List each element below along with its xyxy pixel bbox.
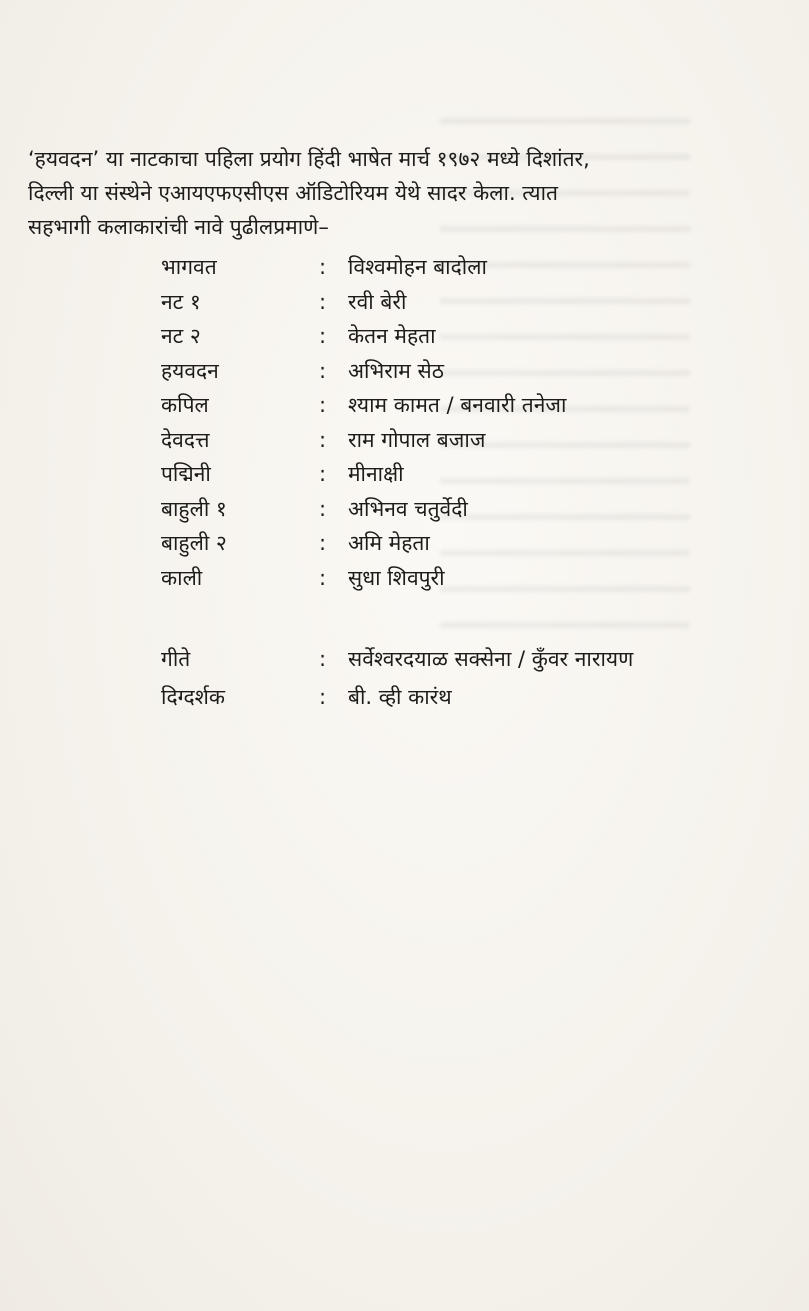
separator: : [319,324,327,349]
role-name: नट १ [161,289,201,314]
separator: : [319,496,327,521]
separator: : [319,255,327,280]
role-name: बाहुली २ [161,531,227,556]
separator: : [319,647,327,671]
separator: : [319,685,327,709]
cast-list [161,250,566,595]
role-name: देवदत्त [161,427,210,452]
separator: : [319,358,327,383]
actor-name: अमि मेहता [348,531,430,556]
cast-row [161,492,566,527]
actor-name: श्याम कामत / बनवारी तनेजा [348,393,567,418]
role-name: काली [161,565,203,590]
cast-row [161,319,566,354]
role-name: नट २ [161,324,201,349]
separator: : [319,531,327,556]
intro-line: ‘हयवदन’ या नाटकाचा पहिला प्रयोग हिंदी भाषेत मार्च १९७२ मध्ये दिशांतर, [28,147,590,171]
crew-list [161,640,633,716]
separator: : [319,565,327,590]
crew-row [161,678,633,716]
role-name: भागवत [161,255,217,280]
crew-role: गीते [161,647,191,671]
intro-line: दिल्ली या संस्थेने एआयएफएसीएस ऑडिटोरियम येथे सादर केला. त्यात [28,181,558,205]
cast-row [161,388,566,423]
actor-name: रवी बेरी [348,289,407,314]
crew-name: बी. व्ही कारंथ [348,685,452,709]
crew-role: दिग्दर्शक [161,685,226,709]
cast-row [161,561,566,596]
cast-row [161,526,566,561]
separator: : [319,393,327,418]
role-name: हयवदन [161,358,219,383]
intro-line: सहभागी कलाकारांची नावे पुढीलप्रमाणे– [28,215,329,239]
separator: : [319,427,327,452]
intro-paragraph [28,142,768,244]
separator: : [319,289,327,314]
cast-row [161,423,566,458]
role-name: बाहुली १ [161,496,227,521]
actor-name: केतन मेहता [348,324,436,349]
crew-row [161,640,633,678]
role-name: पद्मिनी [161,462,211,487]
actor-name: राम गोपाल बजाज [348,427,486,452]
cast-row [161,285,566,320]
role-name: कपिल [161,393,209,418]
crew-name: सर्वेश्वरदयाळ सक्सेना / कुँवर नारायण [348,647,634,671]
cast-row [161,457,566,492]
cast-row [161,250,566,285]
separator: : [319,462,327,487]
actor-name: अभिराम सेठ [348,358,444,383]
actor-name: अभिनव चतुर्वेदी [348,496,468,521]
actor-name: सुधा शिवपुरी [348,565,445,590]
cast-row [161,354,566,389]
actor-name: विश्वमोहन बादोला [348,255,487,280]
actor-name: मीनाक्षी [348,462,404,487]
